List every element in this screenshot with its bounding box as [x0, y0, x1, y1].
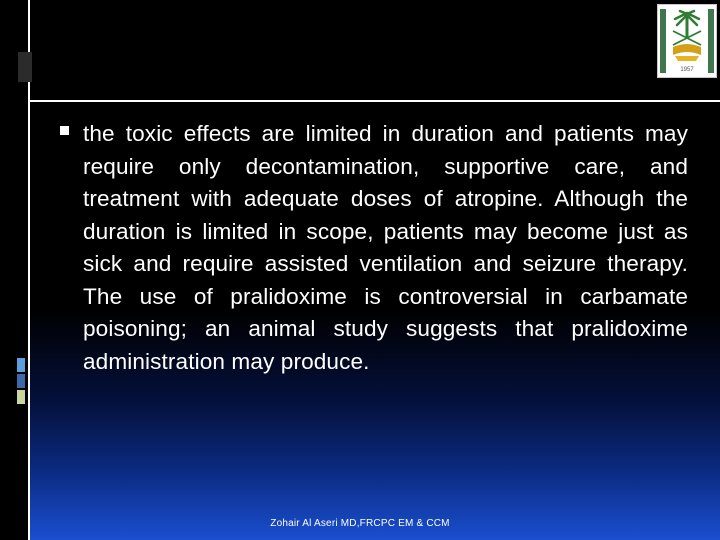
footer-author: Zohair Al Aseri MD,FRCPC EM & CCM: [270, 518, 450, 529]
university-logo: [657, 4, 717, 78]
horizontal-divider: [30, 100, 720, 102]
bullet-square-icon: [60, 126, 69, 135]
corner-mark: [18, 52, 32, 82]
university-emblem-icon: [658, 5, 716, 77]
bullet-item: [60, 118, 688, 378]
bullet-text: the toxic effects are limited in duration and patients may require only decontamination, supportive care, and treatment with adequate doses of atropine. Although the duration is limited in scope, patients may become just as sick and require assisted ventilation and seizure therapy. The use of pralidoxime is controversial in carbamate poisoning; an animal study suggests that pralidoxime administration may produce.: [83, 121, 688, 374]
emblem-year: 1957: [680, 67, 694, 73]
accent-block: [17, 374, 25, 388]
accent-block: [17, 358, 25, 372]
accent-block: [17, 390, 25, 404]
